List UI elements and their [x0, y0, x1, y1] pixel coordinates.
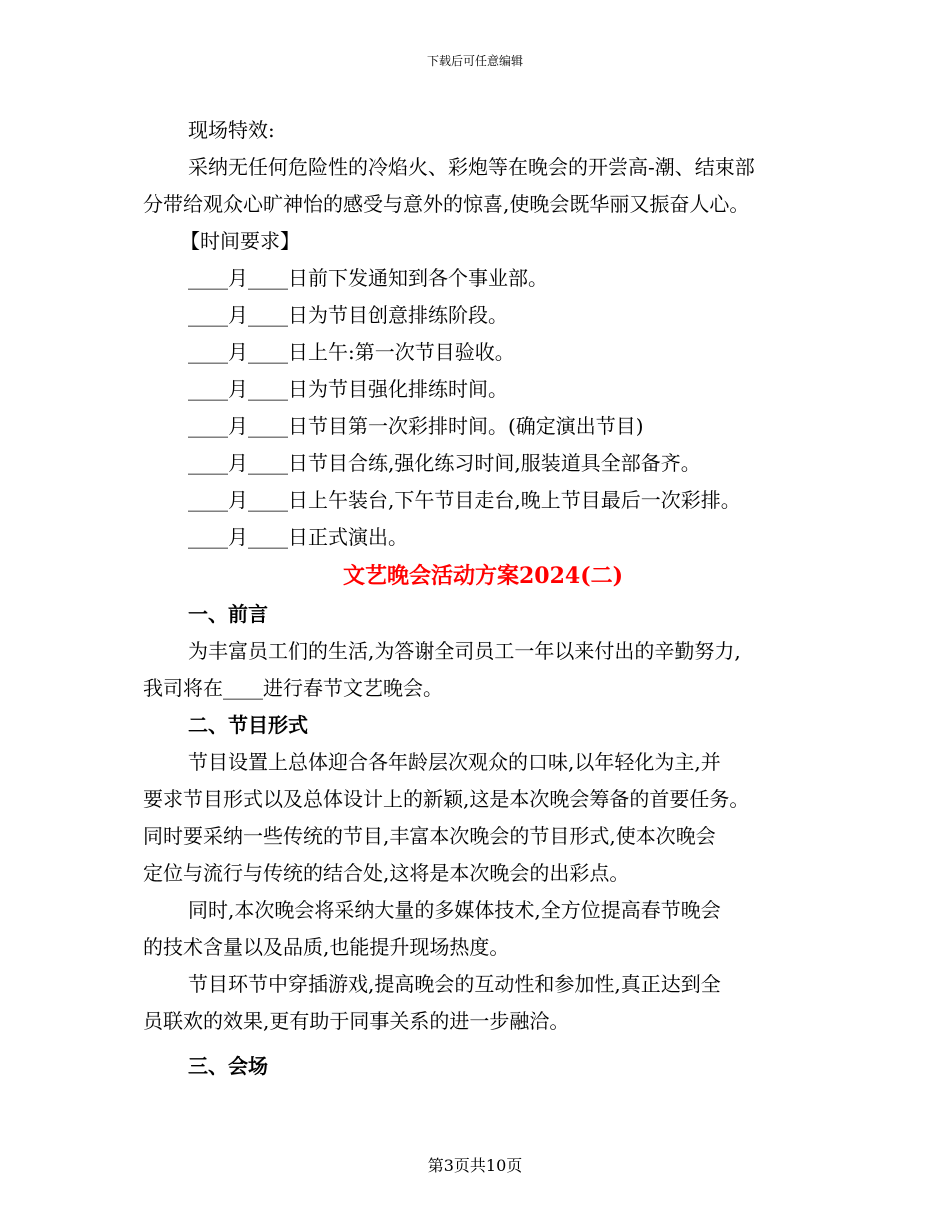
program-para-line: 节目环节中穿插游戏,提高晚会的互动性和参加性,真正达到全 [188, 972, 721, 996]
program-heading: 二、节目形式 [188, 713, 308, 737]
schedule-item: ____月____日节目合练,强化练习时间,服装道具全部备齐。 [188, 451, 701, 475]
page-header: 下载后可任意编辑 [426, 54, 523, 68]
schedule-item: ____月____日为节目强化排练时间。 [188, 377, 508, 401]
program-para-line: 节目设置上总体迎合各年龄层次观众的口味,以年轻化为主,并 [188, 750, 721, 774]
effects-heading: 现场特效: [188, 118, 275, 142]
program-para-line: 定位与流行与传统的结合处,这将是本次晚会的出彩点。 [143, 861, 630, 885]
schedule-item: ____月____日正式演出。 [188, 525, 408, 549]
venue-heading: 三、会场 [188, 1054, 268, 1078]
effects-para-line: 采纳无任何危险性的冷焰火、彩炮等在晚会的开尝高-潮、结束部 [188, 155, 755, 179]
time-requirements-heading: 【时间要求】 [180, 229, 300, 253]
preface-para-line: 为丰富员工们的生活,为答谢全司员工一年以来付出的辛勤努力, [188, 639, 741, 663]
schedule-item: ____月____日为节目创意排练阶段。 [188, 303, 508, 327]
program-para-line: 要求节目形式以及总体设计上的新颖,这是本次晚会筹备的首要任务。 [143, 787, 750, 811]
schedule-item: ____月____日节目第一次彩排时间。(确定演出节目) [188, 414, 644, 438]
schedule-item: ____月____日前下发通知到各个事业部。 [188, 266, 548, 290]
program-para-line: 同时要采纳一些传统的节目,丰富本次晚会的节目形式,使本次晚会 [143, 824, 716, 848]
document-body [143, 112, 823, 1085]
preface-para-line: 我司将在____进行春节文艺晚会。 [143, 676, 443, 700]
program-para-line: 同时,本次晚会将采纳大量的多媒体技术,全方位提高春节晚会 [188, 898, 721, 922]
effects-para-line: 分带给观众心旷神怡的感受与意外的惊喜,使晚会既华丽又振奋人心。 [143, 192, 750, 216]
schedule-item: ____月____日上午装台,下午节目走台,晚上节目最后一次彩排。 [188, 488, 741, 512]
program-para-line: 的技术含量以及品质,也能提升现场热度。 [143, 935, 510, 959]
page-footer: 第3页共10页 [427, 1156, 523, 1175]
document-title: 文艺晚会活动方案2024(二) [342, 563, 624, 589]
preface-heading: 一、前言 [188, 602, 268, 626]
program-para-line: 员联欢的效果,更有助于同事关系的进一步融洽。 [143, 1009, 570, 1033]
schedule-item: ____月____日上午:第一次节目验收。 [188, 340, 515, 364]
